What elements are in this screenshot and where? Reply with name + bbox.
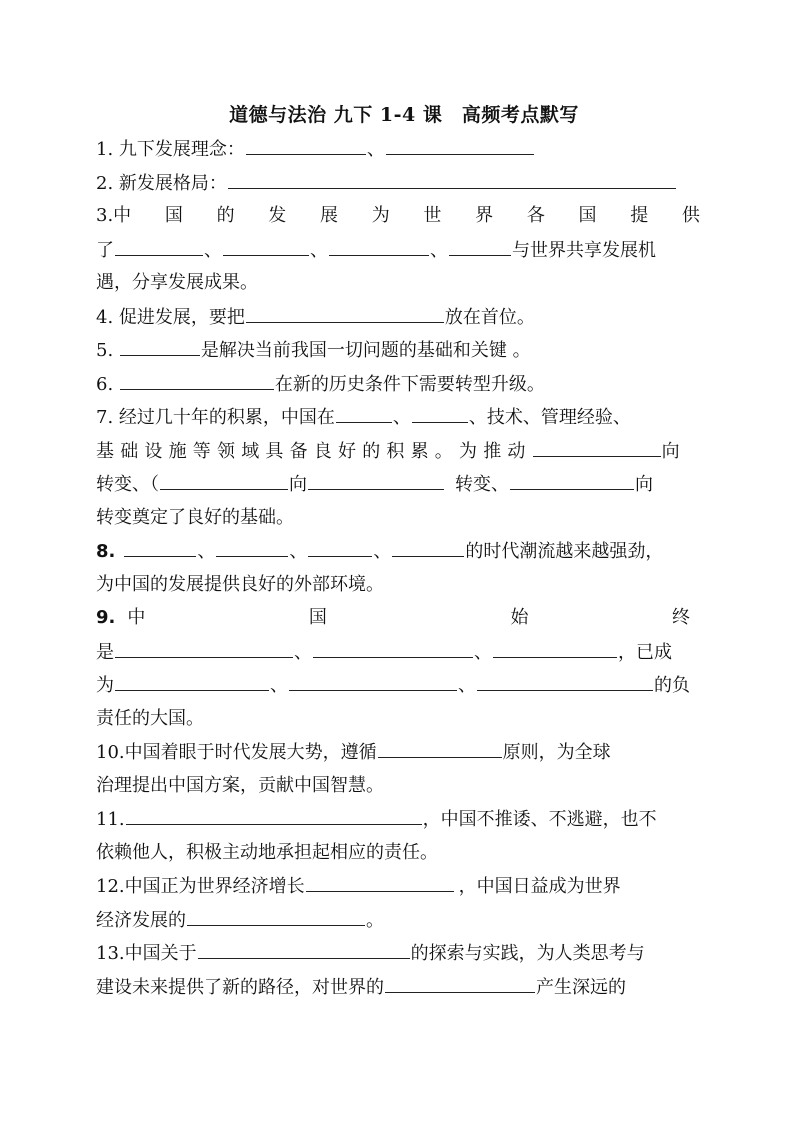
- q3-char: 的: [216, 205, 235, 226]
- q3-char: 为: [371, 205, 390, 226]
- q3-char: 3.中: [96, 205, 132, 226]
- q3-sep: 、: [430, 239, 448, 261]
- q3-char: 发: [268, 205, 287, 226]
- q8-blank-1[interactable]: [124, 534, 196, 557]
- q11-text: 依赖他人，积极主动地承担起相应的责任。: [96, 841, 438, 863]
- q8-text: 的时代潮流越来越强劲，: [465, 541, 664, 562]
- question-10-line-2: [96, 769, 700, 803]
- q3-blank-3[interactable]: [329, 233, 429, 256]
- q9-word: 国: [308, 607, 327, 628]
- q8-number: 8.: [96, 541, 116, 562]
- page-title: 道德与法治 九下 1-4 课 高频考点默写: [229, 104, 579, 126]
- q9-sep: 、: [270, 675, 288, 696]
- q7-text: 向: [635, 474, 653, 495]
- question-4: [96, 300, 700, 334]
- q12-text: 。: [366, 909, 384, 931]
- q9-blank-1[interactable]: [115, 635, 293, 658]
- question-12-line-2: [96, 903, 700, 937]
- q9-text: 为: [96, 675, 114, 696]
- q4-text: 4. 促进发展，要把: [96, 306, 245, 328]
- question-5: [96, 333, 700, 367]
- q13-text: 产生深远的: [536, 976, 626, 998]
- q9-sep: 、: [458, 675, 476, 696]
- q7-text: 向: [661, 440, 680, 462]
- question-3-line-1: [96, 199, 700, 233]
- q7-text: 向: [289, 474, 307, 495]
- q7-blank-4[interactable]: [160, 467, 288, 490]
- q6-text: 6.: [96, 373, 119, 395]
- q5-text: 5.: [96, 340, 119, 361]
- question-8-line-1: [96, 534, 700, 568]
- q11-text: ，中国不推诿、不逃避，也不: [422, 809, 657, 830]
- q9-sep: 、: [474, 641, 492, 663]
- q9-word: 始: [510, 607, 529, 628]
- q5-blank[interactable]: [120, 333, 200, 356]
- q1-text: 1. 九下发展理念：: [96, 139, 245, 160]
- q3-char: 展: [320, 205, 338, 226]
- question-3-line-3: [96, 266, 700, 300]
- q3-char: 国: [578, 205, 597, 226]
- worksheet-page: [96, 98, 700, 1003]
- q8-text: 为中国的发展提供良好的外部环境。: [96, 573, 384, 595]
- q4-blank[interactable]: [246, 300, 444, 323]
- q12-blank-1[interactable]: [306, 869, 454, 892]
- q5-text: 是解决当前我国一切问题的基础和关键 。: [200, 340, 531, 361]
- question-7-line-2: [96, 434, 700, 468]
- q13-blank-2[interactable]: [385, 970, 535, 993]
- q7-blank-3[interactable]: [533, 434, 661, 457]
- question-13-line-1: [96, 936, 700, 970]
- q3-blank-1[interactable]: [115, 233, 203, 256]
- q9-sep: 、: [294, 641, 312, 663]
- q7-text: 、技术、管理经验、: [468, 407, 631, 428]
- q7-text: 转变奠定了良好的基础。: [96, 506, 294, 528]
- q9-blank-2[interactable]: [313, 635, 473, 658]
- q12-text: 12.中国正为世界经济增长: [96, 876, 305, 897]
- q13-text: 建设未来提供了新的路径，对世界的: [96, 976, 384, 998]
- q3-blank-4[interactable]: [449, 233, 511, 256]
- question-13-line-2: [96, 970, 700, 1004]
- q9-blank-6[interactable]: [477, 668, 653, 691]
- q9-blank-4[interactable]: [115, 668, 269, 691]
- q9-blank-3[interactable]: [493, 635, 617, 658]
- q7-text: 基础设施等领域具备良好的积累。为推动: [96, 440, 532, 462]
- question-3-line-2: [96, 233, 700, 267]
- q12-text: ，中国日益成为世界: [458, 876, 621, 897]
- q8-blank-3[interactable]: [308, 534, 372, 557]
- question-10-line-1: [96, 735, 700, 769]
- q7-blank-1[interactable]: [336, 400, 392, 423]
- q3-char: 提: [630, 205, 649, 226]
- q3-text: 遇，分享发展成果。: [96, 272, 258, 293]
- q6-text: 在新的历史条件下需要转型升级。: [274, 373, 545, 395]
- q9-word: 终: [671, 607, 690, 628]
- q10-text: 原则，为全球: [502, 742, 611, 763]
- question-9-line-2: [96, 635, 700, 669]
- question-2: [96, 166, 700, 200]
- q9-number: 9.: [96, 607, 116, 628]
- question-7-line-3: [96, 467, 700, 501]
- q9-word: 中: [127, 607, 146, 628]
- q1-sep: 、: [366, 139, 385, 160]
- q6-blank[interactable]: [120, 367, 274, 390]
- question-9-line-3: [96, 668, 700, 702]
- question-11-line-2: [96, 836, 700, 870]
- q13-text: 的探索与实践，为人类思考与: [410, 943, 645, 964]
- q1-blank-2[interactable]: [386, 132, 534, 155]
- question-8-line-2: [96, 568, 700, 602]
- q12-text: 经济发展的: [96, 909, 186, 931]
- q2-blank[interactable]: [228, 166, 676, 189]
- q7-text: 转变、（: [96, 474, 159, 495]
- q9-lead: [96, 601, 145, 635]
- q10-text: 10.中国着眼于时代发展大势，遵循: [96, 742, 377, 763]
- q11-blank[interactable]: [126, 802, 422, 825]
- q13-text: 13.中国关于: [96, 943, 197, 964]
- q7-blank-6[interactable]: [510, 467, 634, 490]
- q13-blank-1[interactable]: [198, 936, 410, 959]
- question-6: [96, 367, 700, 401]
- q3-char: 供: [681, 205, 700, 226]
- q9-blank-5[interactable]: [289, 668, 457, 691]
- q7-blank-5[interactable]: [308, 467, 444, 490]
- q10-blank[interactable]: [378, 735, 502, 758]
- question-11-line-1: [96, 802, 700, 836]
- q7-blank-2[interactable]: [412, 400, 468, 423]
- q8-sep: 、: [289, 541, 308, 562]
- question-12-line-1: [96, 869, 700, 903]
- q3-blank-2[interactable]: [223, 233, 309, 256]
- q1-blank-1[interactable]: [246, 132, 366, 155]
- q8-sep: 、: [373, 541, 392, 562]
- q8-blank-2[interactable]: [216, 534, 288, 557]
- question-9-line-1: [96, 601, 700, 635]
- q3-text: 与世界共享发展机: [512, 239, 656, 261]
- q3-sep: 、: [310, 239, 328, 261]
- question-7-line-4: [96, 501, 700, 535]
- question-9-line-4: [96, 702, 700, 736]
- q9-text: ，已成: [618, 641, 672, 663]
- q9-text: 责任的大国。: [96, 707, 204, 729]
- q11-text: 11.: [96, 809, 125, 830]
- q8-sep: 、: [197, 541, 216, 562]
- q7-text: 7. 经过几十年的积累，中国在: [96, 407, 335, 428]
- q12-blank-2[interactable]: [187, 903, 365, 926]
- q7-sep: 、: [392, 407, 411, 428]
- q4-text: 放在首位。: [444, 306, 535, 328]
- question-1: [96, 132, 700, 166]
- q3-char: 国: [164, 205, 183, 226]
- q7-text: 转变、: [455, 474, 509, 495]
- q10-text: 治理提出中国方案，贡献中国智慧。: [96, 774, 384, 796]
- q9-text: 的负: [654, 675, 690, 696]
- q3-text: 了: [96, 239, 114, 261]
- question-7-line-1: [96, 400, 700, 434]
- q2-text: 2. 新发展格局：: [96, 172, 227, 194]
- q3-char: 界: [475, 205, 494, 226]
- q3-char: 世: [423, 205, 442, 226]
- q3-sep: 、: [204, 239, 222, 261]
- q9-text: 是: [96, 641, 114, 663]
- q3-char: 各: [526, 205, 545, 226]
- q8-blank-4[interactable]: [392, 534, 464, 557]
